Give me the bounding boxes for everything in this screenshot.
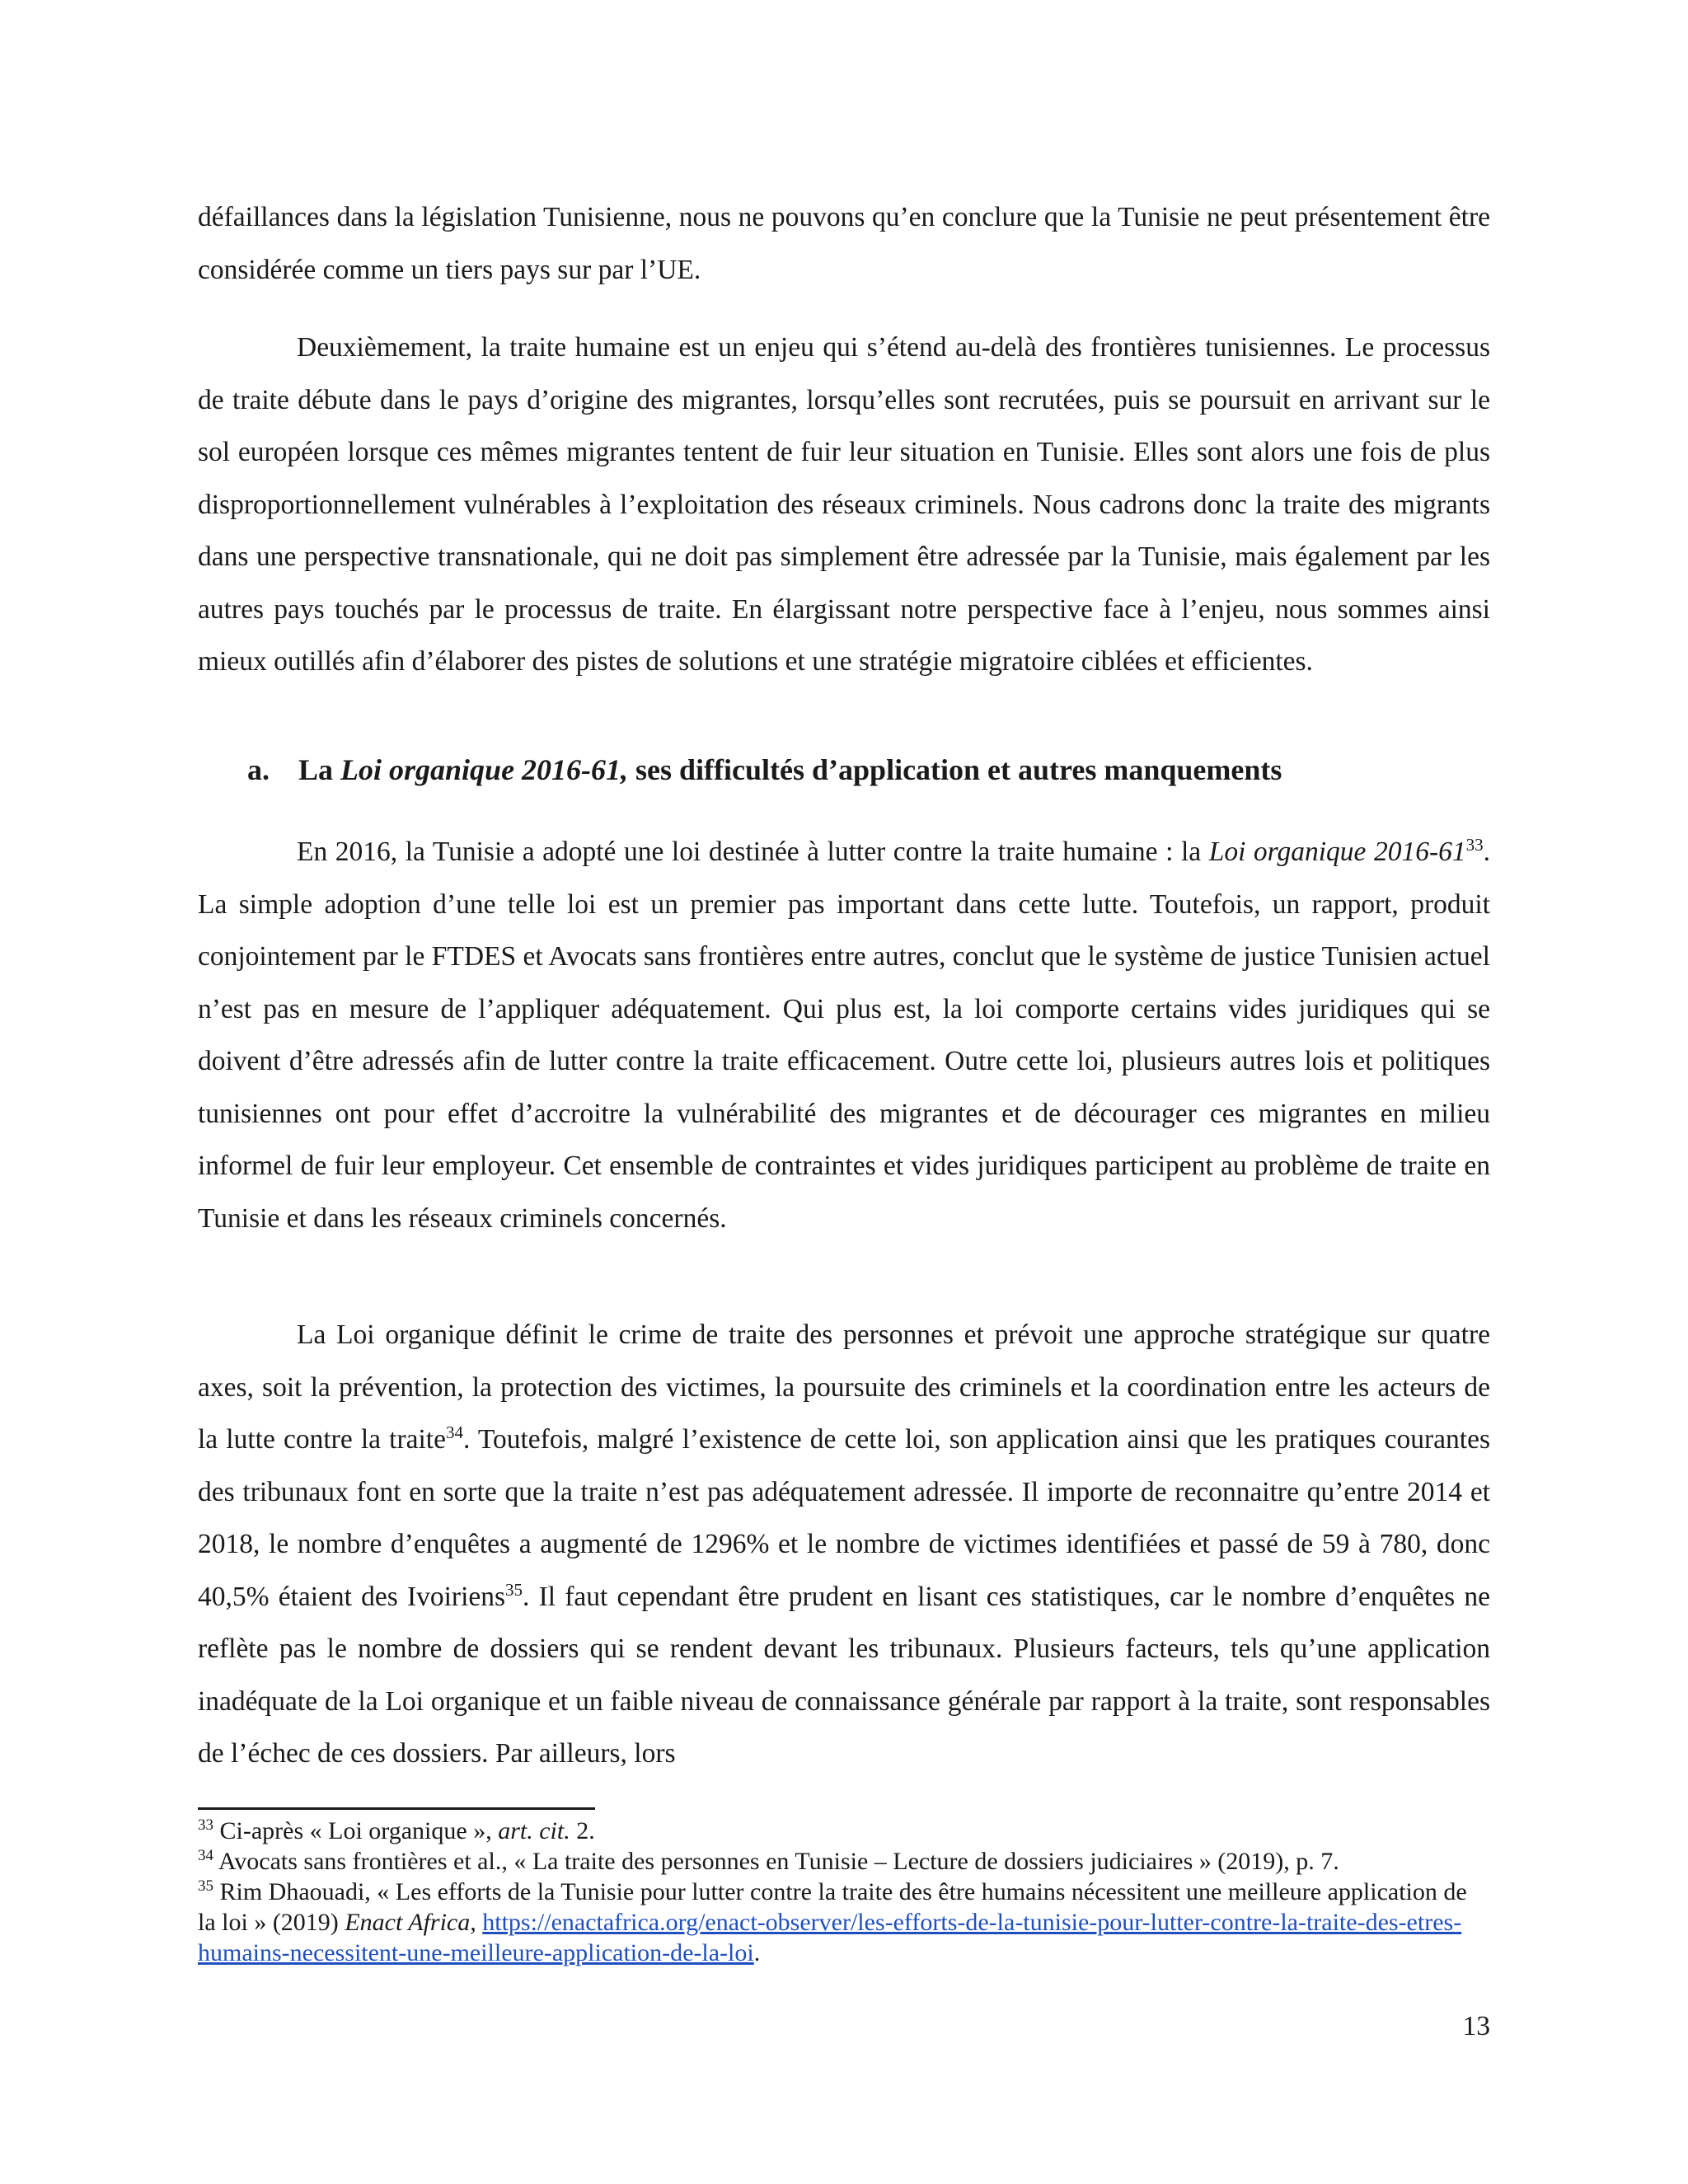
footnote-number: 33 bbox=[198, 1816, 213, 1834]
paragraph-2: Deuxièmement, la traite humaine est un enjeu qui s’étend au-delà des frontières tunisiennes. Le processus de traite débute dans le pays d’origine des migrantes, lorsqu’elles sont recrutées, puis se poursuit en arrivant sur le sol européen lorsque ces mêmes migrantes tentent de fuir leur situation en Tunisie. Elles sont alors une fois de plus disproportionnellement vulnérables à l’exploitation des réseaux criminels. Nous cadrons donc la traite des migrants dans une perspective transnationale, qui ne doit pas simplement être adressée par la Tunisie, mais également par les autres pays touchés par le processus de traite. En élargissant notre perspective face à l’enjeu, nous sommes ainsi mieux outillés afin d’élaborer des pistes de solutions et une stratégie migratoire ciblées et efficientes. bbox=[198, 332, 1490, 677]
footnote-number: 34 bbox=[198, 1847, 213, 1864]
footnote-35 bbox=[198, 1877, 1490, 1968]
paragraph-1: défaillances dans la législation Tunisienne, nous ne pouvons qu’en conclure que la Tunisie ne peut présentement être considérée comme un tiers pays sur par l’UE. bbox=[198, 202, 1490, 285]
p4-text-1: La Loi organique définit le crime de traite des personnes et prévoit une approche stratégique sur quatre axes, soit la prévention, la protection des victimes, la poursuite des criminels et la coordination entre les acteurs de la lutte contre la traite bbox=[198, 1319, 1490, 1455]
footnote-number: 35 bbox=[198, 1877, 213, 1895]
footnote-ref-33[interactable]: 33 bbox=[1465, 834, 1484, 855]
paragraph-3 bbox=[198, 826, 1490, 1244]
paragraph-law-definition bbox=[198, 1309, 1490, 1780]
footnote-ref-35[interactable]: 35 bbox=[505, 1579, 523, 1600]
paragraph-4 bbox=[198, 1309, 1490, 1780]
p4-text-3: . Il faut cependant être prudent en lisant ces statistiques, car le nombre d’enquêtes ne reflète pas le nombre de dossiers qui se rendent devant les tribunaux. Plusieurs facteurs, tels qu’une application inadéquate de la Loi organique et un faible niveau de connaissance générale par rapport à la traite, sont responsables de l’échec de ces dossiers. Par ailleurs, lors bbox=[198, 1581, 1490, 1769]
paragraph-continuation bbox=[198, 191, 1490, 296]
page-number: 13 bbox=[1462, 2011, 1490, 2041]
footnote-link[interactable]: https://enactafrica.org/enact-observer/les-efforts-de-la-tunisie-pour-lutter-contre-la-traite-des-etres-humains-necessitent-une-meilleure-application-de-la-loi bbox=[198, 1909, 1462, 1966]
footnote-text: Ci-après « Loi organique », bbox=[213, 1817, 499, 1844]
paragraph-transnational bbox=[198, 321, 1490, 688]
p3-text-after: . La simple adoption d’une telle loi est un premier pas important dans cette lutte. Toutefois, un rapport, produit conjointement par le FTDES et Avocats sans frontières entre autres, conclut que le système de justice Tunisien actuel n’est pas en mesure de l’appliquer adéquatement. Qui plus est, la loi comporte certains vides juridiques qui se doivent d’être adressés afin de lutter contre la traite efficacement. Outre cette loi, plusieurs autres lois et politiques tunisiennes ont pour effet d’accroitre la vulnérabilité des migrantes et de décourager ces migrantes en milieu informel de fuir leur employeur. Cet ensemble de contraintes et vides juridiques participent au problème de traite en Tunisie et dans les réseaux criminels concernés. bbox=[198, 837, 1490, 1234]
footnote-separator bbox=[198, 1807, 595, 1810]
heading-suffix: ses difficultés d’application et autres manquements bbox=[628, 753, 1282, 786]
p3-text-before: En 2016, la Tunisie a adopté une loi destinée à lutter contre la traite humaine : la bbox=[297, 837, 1209, 867]
footnote-ref-34[interactable]: 34 bbox=[445, 1422, 463, 1442]
footnote-text-after: 2. bbox=[570, 1817, 595, 1844]
section-heading bbox=[247, 749, 1490, 790]
footnotes bbox=[198, 1816, 1490, 1968]
footnote-text: Avocats sans frontières et al., « La traite des personnes en Tunisie – Lecture de dossiers judiciaires » (2019), p. 7. bbox=[213, 1848, 1339, 1875]
heading-law-title: Loi organique 2016-61, bbox=[340, 753, 629, 786]
footnote-33 bbox=[198, 1816, 1490, 1846]
p3-law-title: Loi organique 2016-61 bbox=[1208, 837, 1466, 867]
footnote-text: Rim Dhaouadi, « Les efforts de la Tunisie pour lutter contre la traite des être humains nécessitent une meilleure application de la loi » (2019) bbox=[198, 1878, 1467, 1936]
heading-letter: a. bbox=[247, 753, 270, 786]
paragraph-law-adoption bbox=[198, 826, 1490, 1244]
footnote-italic: Enact Africa, bbox=[345, 1909, 476, 1936]
footnote-italic: art. cit. bbox=[498, 1817, 570, 1844]
footnote-34 bbox=[198, 1846, 1490, 1877]
p4-text-2: . Toutefois, malgré l’existence de cette loi, son application ainsi que les pratiques courantes des tribunaux font en sorte que la traite n’est pas adéquatement adressée. Il importe de reconnaitre qu’entre 2014 et 2018, le nombre d’enquêtes a augmenté de 1296% et le nombre de victimes identifiées et passé de 59 à 780, donc 40,5% étaient des Ivoiriens bbox=[198, 1424, 1490, 1612]
footnote-text-after: . bbox=[753, 1939, 761, 1966]
heading-prefix: La bbox=[298, 753, 341, 786]
